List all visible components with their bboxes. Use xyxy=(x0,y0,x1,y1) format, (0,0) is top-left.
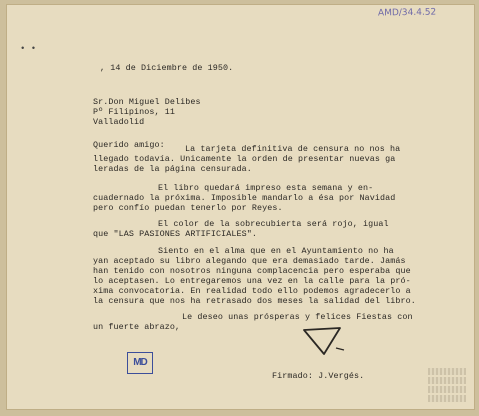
md-stamp: MD xyxy=(127,352,153,374)
body-line: El libro quedará impreso esta semana y en- xyxy=(158,183,374,193)
archive-reference: AMD/34.4.52 xyxy=(377,7,437,19)
handwritten-signature-mark xyxy=(300,326,348,360)
body-line: Siento en el alma que en el Ayuntamiento no ha xyxy=(158,246,394,256)
body-line: un fuerte abrazo, xyxy=(93,322,181,332)
greeting: Querido amigo: xyxy=(93,140,165,150)
body-line: lo aceptasen. Lo entregaremos una vez en la calle para la pró- xyxy=(93,276,411,286)
body-line: cuadernado la próxima. Imposible mandarlo a ésa por Navidad xyxy=(93,193,396,203)
recipient-name: Sr.Don Miguel Delibes xyxy=(93,97,201,107)
body-line: Le deseo unas prósperas y felices Fiestas con xyxy=(182,312,413,322)
signature-line: Firmado: J.Vergés. xyxy=(272,371,365,381)
recipient-city: Valladolid xyxy=(93,117,145,127)
body-line: xima convocatoria. En realidad todo ello podemos agradecerlo a xyxy=(93,286,411,296)
date-line: , 14 de Diciembre de 1950. xyxy=(100,63,234,73)
body-line: La tarjeta definitiva de censura no nos ha xyxy=(185,144,401,154)
recipient-street: Pº Filipinos, 11 xyxy=(93,107,176,117)
body-line: llegado todavía. Unicamente la orden de presentar nuevas ga xyxy=(93,154,396,164)
body-line: la censura que nos ha retrasado dos meses la salidad del libro. xyxy=(93,296,416,306)
body-line: han tenido con nosotros ninguna complacencia pero esperaba que xyxy=(93,266,411,276)
archive-watermark-logo xyxy=(428,366,466,406)
punch-marks: • • xyxy=(20,44,37,54)
body-line: El color de la sobrecubierta será rojo, igual xyxy=(158,219,389,229)
body-line: pero confío puedan tenerlo por Reyes. xyxy=(93,203,283,213)
body-line: que "LAS PASIONES ARTIFICIALES". xyxy=(93,229,258,239)
body-line: yan aceptado su libro alegando que era demasiado tarde. Jamás xyxy=(93,256,406,266)
body-line: leradas de la página censurada. xyxy=(93,164,252,174)
